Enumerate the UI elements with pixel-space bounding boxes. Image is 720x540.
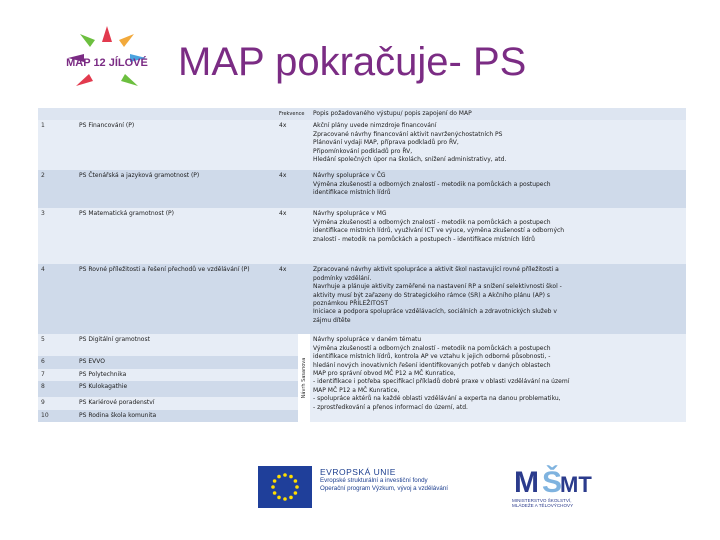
row-name: PS Matematická gramotnost (P) — [76, 208, 276, 264]
header-frequency: Frekvence — [276, 108, 310, 120]
row-description: Zpracované návrhy aktivit spolupráce a aktivit škol nastavující rovné příležitosti a podmínky vzdělání. Navrhuje a plánuje aktivity zaměřené na nastavení RP a snížení selektivnosti škol - aktivity musí být zařazeny do Strategického rámce (SR) a Akčního plánu (AP) s poznámkou PŘÍLEŽITOST Iniciace a podpora spolupráce vzdělávacích, sociálních a zdravotnických služeb v zájmu dítěte — [310, 264, 686, 334]
side-label: Návrh Sasanova — [300, 357, 307, 399]
row-name: PS Financování (P) — [76, 120, 276, 170]
row-number: 8 — [38, 381, 76, 397]
row-description-merged: Návrhy spolupráce v daném tématu Výměna zkušeností a odborných znalostí - metodik na pomůckách a postupech identifikace místních lídrů, kontrola AP ve vztahu k jejich odborné působnosti, - hledání nových inovativních řešení identifikovaných potřeb v daných oblastech MAP pro správní obvod MČ P12 a MČ Kunratice, - identifikace i potřeba specifikací příkladů dobré praxe v oblasti vzdělávání na území MAP MČ P12 a MČ Kunratice, - spolupráce aktérů na každé oblasti vzdělávání a experta na danou problematiku, - zprostředkování a přenos informací do území, atd. — [310, 334, 686, 422]
msmt-logo — [512, 464, 592, 512]
msmt-line2: MLÁDEŽE A TĚLOVÝCHOVY — [512, 503, 574, 509]
row-frequency: 4x — [276, 208, 310, 264]
msmt-emblem-icon — [512, 464, 592, 499]
row-number: 3 — [38, 208, 76, 264]
eu-flag-icon — [258, 466, 312, 508]
row-number: 6 — [38, 356, 76, 368]
eu-title: EVROPSKÁ UNIE — [320, 467, 396, 477]
row-name: PS Kulokagathie — [76, 381, 276, 397]
table-row — [38, 208, 686, 264]
row-number: 2 — [38, 170, 76, 208]
table-row — [38, 334, 686, 356]
row-number: 5 — [38, 334, 76, 356]
eu-logo-block — [258, 466, 458, 510]
eu-programme: Operační program Výzkum, vývoj a vzdělávání — [320, 485, 448, 493]
row-number: 9 — [38, 397, 76, 409]
map-logo — [62, 22, 152, 102]
logo-ray-icon — [68, 26, 146, 86]
svg-text:Š: Š — [542, 466, 563, 499]
eu-text — [320, 468, 448, 494]
side-label-cell — [298, 334, 310, 422]
row-description: Návrhy spolupráce v ČG Výměna zkušeností a odborných znalostí - metodik na pomůckách a postupech identifikace místních lídrů — [310, 170, 686, 208]
logo-text: MAP 12 JÍLOVÉ — [66, 57, 148, 69]
row-name: PS Polytechnika — [76, 369, 276, 381]
row-name: PS Digitální gramotnost — [76, 334, 276, 356]
svg-text:MT: MT — [560, 472, 592, 497]
ps-table — [38, 108, 686, 422]
row-number: 1 — [38, 120, 76, 170]
row-number: 7 — [38, 369, 76, 381]
header-description: Popis požadovaného výstupu/ popis zapojení do MAP — [310, 108, 686, 120]
row-description: Akční plány uvede nimzdroje financování Zpracované návrhy financování aktivit navrženýchostatních PS Plánování vydaji MAP, příprava podkladů pro ŘV, Připomínkování podkladů pro ŘV, Hledání společných úpor na školách, snížení administrativy, atd. — [310, 120, 686, 170]
row-frequency: 4x — [276, 120, 310, 170]
row-name: PS Čtenářská a jazyková gramotnost (P) — [76, 170, 276, 208]
row-name: PS Rodina škola komunita — [76, 410, 276, 422]
msmt-line1: MINISTERSTVO ŠKOLSTVÍ, — [512, 498, 572, 503]
table-header-row — [38, 108, 686, 120]
row-number: 10 — [38, 410, 76, 422]
table-row — [38, 170, 686, 208]
svg-text:M: M — [514, 466, 539, 499]
row-name: PS Rovné příležitosti a řešení přechodů ve vzdělávání (P) — [76, 264, 276, 334]
row-number: 4 — [38, 264, 76, 334]
page-title: MAP pokračuje- PS — [178, 40, 527, 84]
row-frequency: 4x — [276, 170, 310, 208]
row-name: PS EVVO — [76, 356, 276, 368]
row-frequency: 4x — [276, 264, 310, 334]
table-row — [38, 120, 686, 170]
row-description: Návrhy spolupráce v MG Výměna zkušeností a odborných znalostí - metodik na pomůckách a postupech identifikace místních lídrů, využívání ICT ve výuce, výměna zkušeností a odborných znalostí - metodik na pomůckách a postupech - identifikace místních lídrů — [310, 208, 686, 264]
row-frequency — [276, 334, 298, 356]
row-name: PS Kariérové poradenství — [76, 397, 276, 409]
table-row — [38, 264, 686, 334]
eu-funds: Evropské strukturální a investiční fondy — [320, 476, 428, 484]
